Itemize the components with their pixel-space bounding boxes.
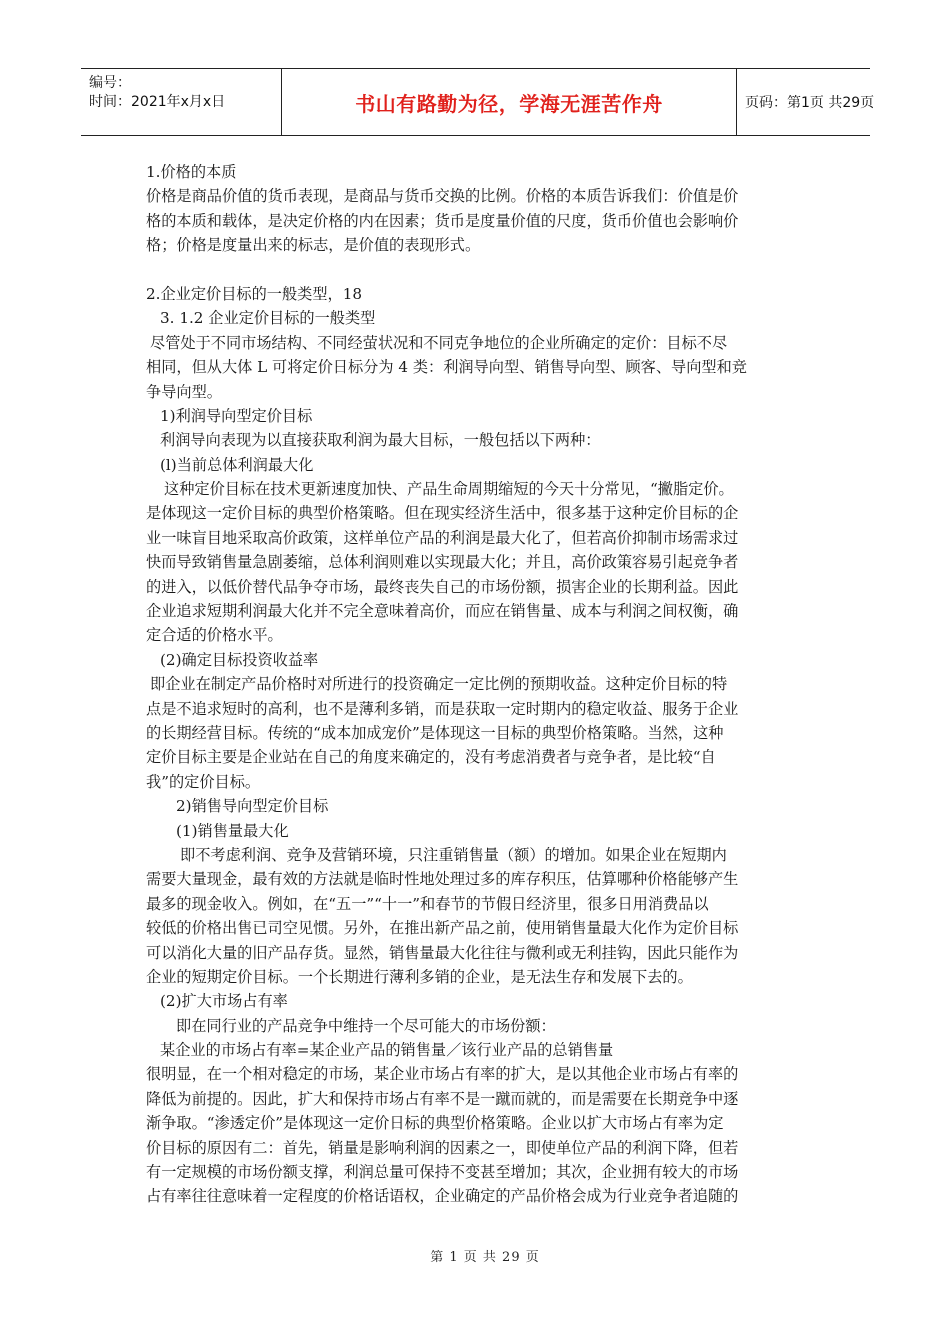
body-text-line: (1)销售量最大化 (176, 821, 289, 840)
body-text-line: 点是不追求短时的高利，也不是薄利多销，而是获取一定时期内的稳定收益、服务于企业 (146, 699, 739, 718)
header-page-code: 页码：第1页 共29页 (745, 95, 875, 111)
body-text-line: 格的本质和载体，是决定价格的内在因素；货币是度量价值的尺度，货币价值也会影响价 (146, 211, 739, 230)
body-text-line: 的长期经营目标。传统的“成本加成宠价”是体现这一目标的典型价格策略。当然，这种 (146, 723, 724, 742)
header-motto-cell (282, 69, 737, 135)
body-text-line: 可以消化大量的旧产品存货。显然，销售量最大化往往与微利或无利挂钩，因此只能作为 (146, 943, 739, 962)
body-text-line: 1)利润导向型定价目标 (160, 406, 313, 425)
document-number-label: 编号： (89, 75, 131, 91)
body-text-line: 即企业在制定产品价格时对所进行的投资确定一定比例的预期收益。这种定价目标的特 (150, 675, 728, 694)
header-page-cell (737, 69, 875, 135)
body-text-line: 利润导向表现为以直接获取利润为最大目标，一般包括以下两种： (160, 431, 601, 450)
body-text-line: 相同，但从大体 L 可将定价日标分为 4 类：利润导向型、销售导向型、顾客、导向型和竞 (146, 358, 747, 377)
body-text-line: 即不考虑利润、竞争及营销环境，只注重销售量（额）的增加。如果企业在短期内 (180, 845, 727, 864)
body-text-line: 尽管处于不同市场结构、不同经萤状况和不同克争地位的企业所确定的定价：目标不尽 (150, 333, 728, 352)
document-date-label: 时间：2021年x月x日 (89, 94, 226, 110)
body-text-line: 业一味盲目地采取高价政策，这样单位产品的利润是最大化了，但若高价抑制市场需求过 (146, 528, 739, 547)
page-footer: 第 1 页 共 29 页 (430, 1250, 540, 1265)
body-text-line: 需要大量现金，最有效的方法就是临时性地处理过多的库存积压，估算哪种价格能够产生 (146, 870, 739, 889)
body-text-line: 这种定价目标在技术更新速度加快、产品生命周期缩短的今天十分常见，“撇脂定价。 (164, 480, 734, 499)
body-text-line: 价目标的原因有二：首先，销量是影响利润的因素之一，即使单位产品的利润下降，但若 (146, 1138, 739, 1157)
body-text-line: 我”的定价目标。 (146, 772, 261, 791)
blank-line (146, 258, 810, 282)
body-text-line: 定合适的价格水平。 (146, 626, 283, 645)
body-text-line: 占有率往往意味着一定程度的价格话语权，企业确定的产品价格会成为行业竞争者追随的 (146, 1187, 739, 1206)
body-text-line: 1.价格的本质 (146, 163, 237, 181)
body-text-line: 2.企业定价目标的一般类型，18 (146, 284, 363, 303)
body-text-line: 的进入，以低价替代品争夺市场，最终丧失自己的市场份额，损害企业的长期利益。因此 (146, 577, 739, 596)
document-header (81, 68, 875, 136)
body-text-line: 降低为前提的。因此，扩大和保持市场占有率不是一蹴而就的，而是需要在长期竞争中逐 (146, 1089, 739, 1108)
body-text-line: 企业的短期定价目标。一个长期进行薄利多销的企业，是无法生存和发展下去的。 (146, 967, 693, 986)
body-text-line: 很明显，在一个相对稳定的市场，某企业市场占有率的扩大，是以其他企业市场占有率的 (146, 1065, 739, 1084)
body-text-line: 格；价格是度量出来的标志，是价值的表现形式。 (146, 236, 481, 255)
header-meta-cell (81, 69, 282, 135)
body-text-line: 2)销售导向型定价目标 (176, 797, 329, 816)
body-text-line: (2)扩大市场占有率 (160, 992, 288, 1011)
body-text-line: 较低的价格出售已司空见惯。另外，在推出新产品之前，使用销售量最大化作为定价目标 (146, 919, 739, 938)
body-text-line: 争导向型。 (146, 382, 222, 401)
body-text-line: (2)确定目标投资收益率 (160, 650, 319, 669)
body-text-line: 有一定规模的市场份额支撑，利润总量可保持不变甚至增加；其次，企业拥有较大的市场 (146, 1163, 739, 1182)
header-motto: 书山有路勤为径，学海无涯苦作舟 (355, 91, 663, 116)
document-body (146, 160, 810, 1209)
body-text-line: 价格是商品价值的货币表现，是商品与货币交换的比例。价格的本质告诉我们：价值是价 (146, 187, 739, 206)
body-text-line: 最多的现金收入。例如，在“五一”“十一”和春节的节假日经济里，很多日用消费品以 (146, 894, 709, 913)
body-text-line: 快而导致销售量急剧萎缩，总体利润则难以实现最大化；并且，高价政策容易引起竞争者 (146, 553, 739, 572)
body-text-line: 渐争取。“渗透定价”是体现这一定价日标的典型价格策略。企业以扩大市场占有率为定 (146, 1114, 724, 1133)
body-text-line: 即在同行业的产品竞争中维持一个尽可能大的市场份额： (176, 1016, 556, 1035)
body-text-line: 定价目标主要是企业站在自己的角度来确定的，没有考虑消费者与竞争者，是比较“自 (146, 748, 716, 767)
body-text-line: 3. 1.2 企业定价目标的一般类型 (160, 309, 376, 328)
body-text-line: 企业追求短期利润最大化并不完全意味着高价，而应在销售量、成本与利润之间权衡，确 (146, 602, 739, 621)
body-text-line: (l)当前总体利润最大化 (160, 455, 314, 474)
body-text-line: 是体现这一定价目标的典型价格策略。但在现实经济生活中，很多基于这种定价目标的企 (146, 504, 739, 523)
body-text-line: 某企业的市场占有率=某企业产品的销售量／该行业产品的总销售量 (160, 1041, 614, 1060)
